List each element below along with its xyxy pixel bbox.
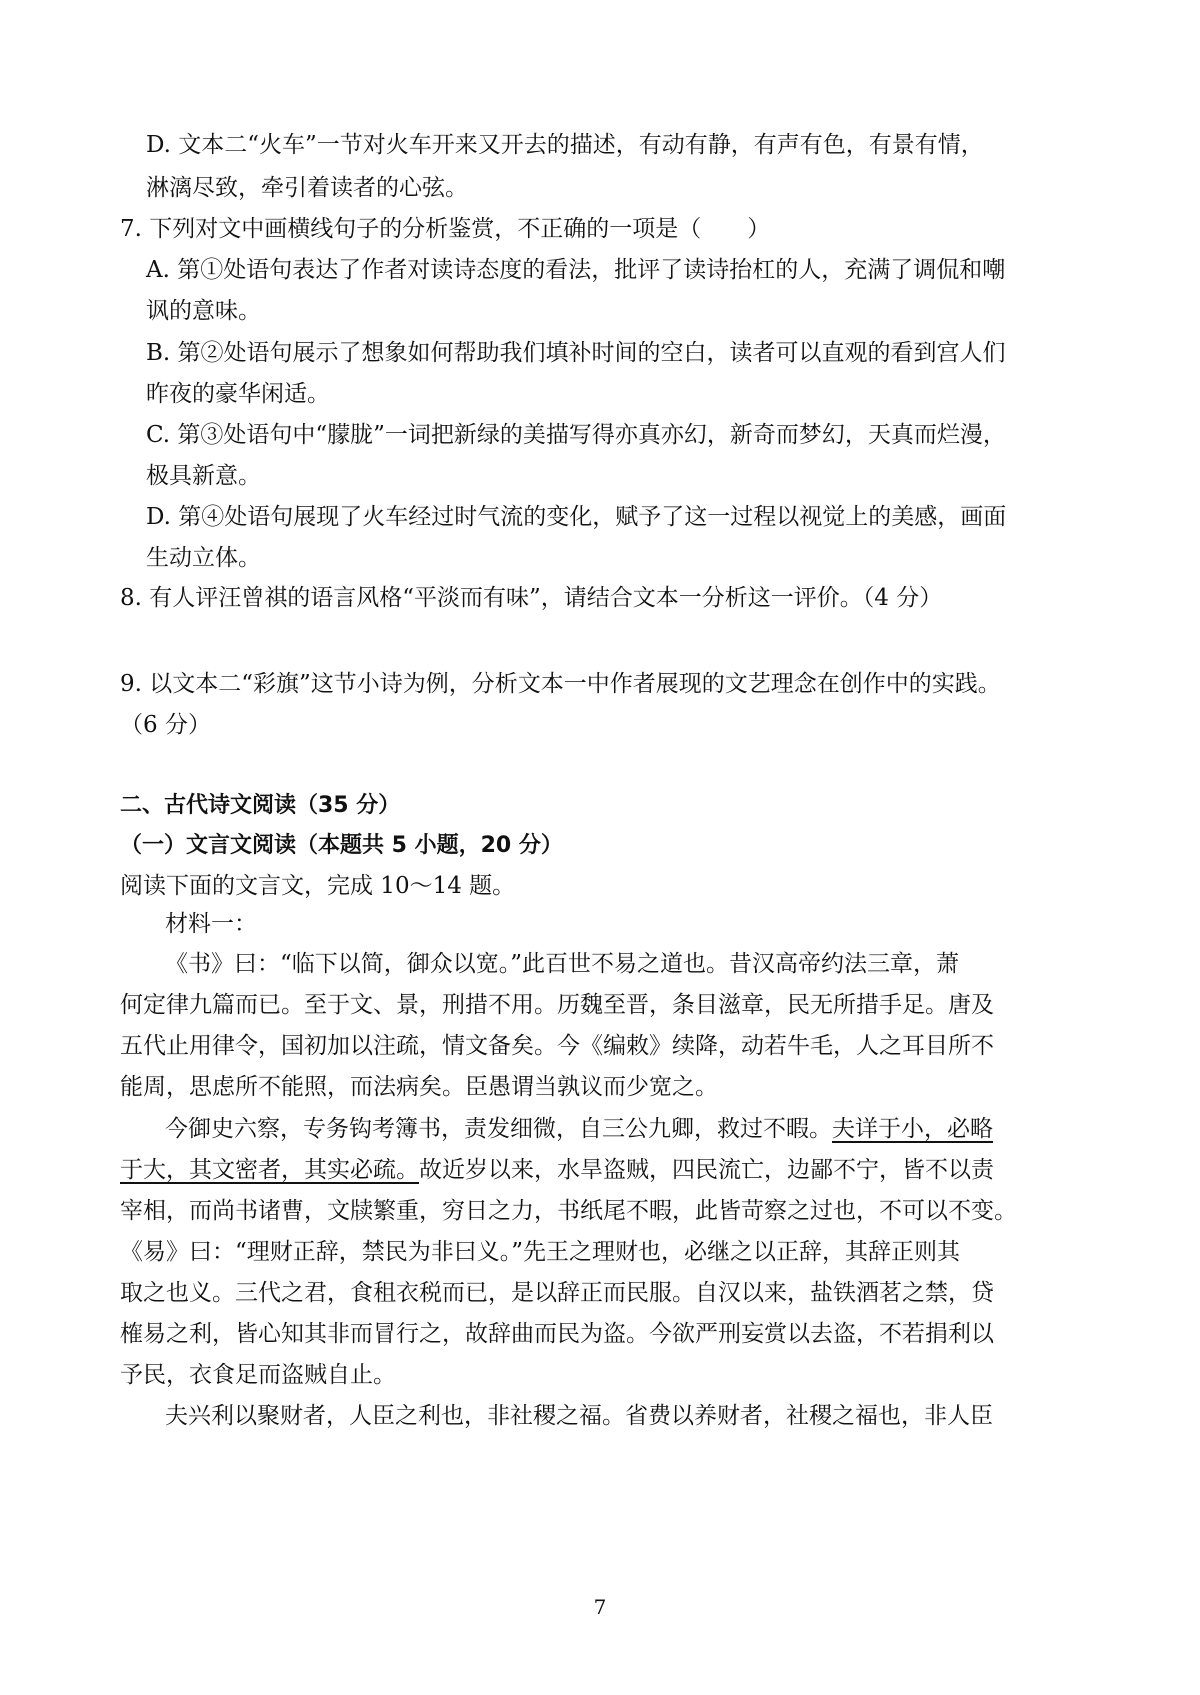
q9-stem-line1: 9. 以文本二“彩旗”这节小诗为例，分析文本一中作者展现的文艺理念在创作中的实践。 [120,671,1001,697]
q7-stem: 7. 下列对文中画横线句子的分析鉴赏，不正确的一项是（ ） [120,216,771,242]
q9-stem-line2: （6 分） [120,712,211,738]
passage-p1-line4: 能周，思虑所不能照，而法病矣。臣愚谓当孰议而少宽之。 [120,1074,718,1100]
passage-p2-line4: 《易》曰：“理财正辞，禁民为非曰义。”先王之理财也，必继之以正辞，其辞正则其 [120,1239,961,1265]
passage-p2-line6: 榷易之利，皆心知其非而冒行之，故辞曲而民为盗。今欲严刑妄赏以去盗，不若捐利以 [120,1321,994,1347]
passage-p2-line2 [120,1154,994,1186]
passage-p1-line3: 五代止用律令，国初加以注疏，情文备矣。今《编敕》续降，动若牛毛，人之耳目所不 [120,1033,994,1059]
passage-text: 故近岁以来，水旱盗贼，四民流亡，边鄙不宁，皆不以责 [419,1157,994,1183]
q8-stem: 8. 有人评汪曾祺的语言风格“平淡而有味”，请结合文本一分析这一评价。（4 分） [120,585,943,611]
passage-p2-line3: 宰相，而尚书诸曹，文牍繁重，穷日之力，书纸尾不暇，此皆苛察之过也，不可以不变。 [120,1198,1017,1224]
q7-option-b-line2: 昨夜的豪华闲适。 [146,381,330,407]
passage-p2-line7: 予民，衣食足而盗贼自止。 [120,1362,396,1388]
underlined-sentence: 夫详于小，必略 [832,1116,993,1142]
q7-option-d-line1: D. 第④处语句展现了火车经过时气流的变化，赋予了这一过程以视觉上的美感，画面 [146,504,1007,530]
q7-option-a-line1: A. 第①处语句表达了作者对读诗态度的看法，批评了读诗抬杠的人，充满了调侃和嘲 [146,257,1006,283]
passage-p2-line5: 取之也义。三代之君，食租衣税而已，是以辞正而民服。自汉以来，盐铁酒茗之禁，贷 [120,1280,994,1306]
reading-instruction: 阅读下面的文言文，完成 10～14 题。 [120,873,516,899]
page-number: 7 [593,1595,607,1619]
underlined-sentence: 于大，其文密者，其实必疏。 [120,1157,419,1183]
passage-p3-line1: 夫兴利以聚财者，人臣之利也，非社稷之福。省费以养财者，社稷之福也，非人臣 [165,1403,993,1429]
q6-option-d-line1: D. 文本二“火车”一节对火车开来又开去的描述，有动有静，有声有色，有景有情， [146,132,984,158]
passage-text: 今御史六察，专务钩考簿书，责发细微，自三公九卿，救过不暇。 [165,1116,832,1142]
q7-option-c-line2: 极具新意。 [146,463,261,489]
subsection-title: （一）文言文阅读（本题共 5 小题，20 分） [120,833,563,858]
passage-p2-line1 [165,1113,993,1145]
passage-p1-line2: 何定律九篇而已。至于文、景，刑措不用。历魏至晋，条目滋章，民无所措手足。唐及 [120,992,994,1018]
section-title: 二、古代诗文阅读（35 分） [120,793,401,818]
q7-option-b-line1: B. 第②处语句展示了想象如何帮助我们填补时间的空白，读者可以直观的看到宫人们 [146,340,1006,366]
q7-option-a-line2: 讽的意味。 [146,298,261,324]
q6-option-d-line2: 淋漓尽致，牵引着读者的心弦。 [146,175,468,201]
q7-option-c-line1: C. 第③处语句中“朦胧”一词把新绿的美描写得亦真亦幻，新奇而梦幻，天真而烂漫， [146,422,1006,448]
passage-p1-line1: 《书》曰：“临下以简，御众以宽。”此百世不易之道也。昔汉高帝约法三章，萧 [165,951,960,977]
q7-option-d-line2: 生动立体。 [146,545,261,571]
material-label: 材料一： [165,911,257,937]
